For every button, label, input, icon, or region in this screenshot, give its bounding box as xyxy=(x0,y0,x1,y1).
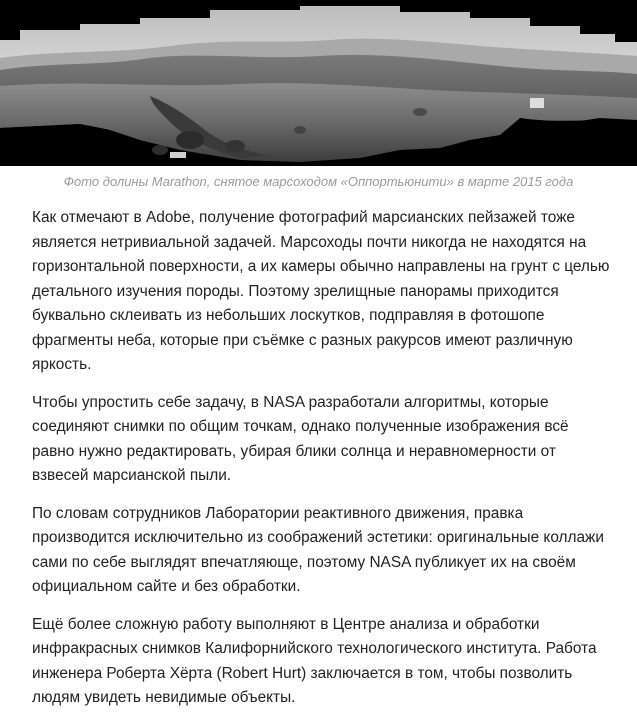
mars-panorama-graphic xyxy=(0,0,637,166)
figure-caption: Фото долины Marathon, снятое марсоходом «Оппортьюнити» в марте 2015 года xyxy=(63,174,574,189)
paragraph: Как отмечают в Adobe, получение фотографий марсианских пейзажей тоже является нетривиальной задачей. Марсоходы почти никогда не находятся на горизонтальной поверхности, а их камеры обычно направлены на грунт с целью детального изучения породы. Поэтому зрелищные панорамы приходится буквально склеивать из небольших лоскутков, подправляя в фотошопе фрагменты неба, которые при съёмке с разных ракурсов имеют различную яркость. xyxy=(32,209,610,373)
rock xyxy=(176,131,204,149)
paragraph: По словам сотрудников Лаборатории реактивного движения, правка производится исключительно из соображений эстетики: оригинальные коллажи сами по себе выглядят впечатляюще, поэтому NASA публикует их на своём официальном сайте и без обработки. xyxy=(32,504,604,595)
paragraph: Ещё более сложную работу выполняют в Центре анализа и обработки инфракрасных снимков Калифорнийского технологического института. Работа инженера Роберта Хёрта (Robert Hurt) заключается в том, чтобы позволить людям увидеть невидимые объекты. xyxy=(32,615,597,706)
rock xyxy=(225,140,245,152)
rock xyxy=(152,145,168,155)
rover-part xyxy=(530,98,544,108)
mars-panorama-image xyxy=(0,0,637,166)
paragraph: Чтобы упростить себе задачу, в NASA разработали алгоритмы, которые соединяют снимки по общим точкам, однако полученные изображения всё равно нужно редактировать, убирая блики солнца и неравномерности от взвесей марсианской пыли. xyxy=(32,393,569,484)
rock xyxy=(294,126,306,134)
article-body xyxy=(32,206,612,711)
rover-part xyxy=(170,152,186,158)
rock xyxy=(413,108,427,116)
